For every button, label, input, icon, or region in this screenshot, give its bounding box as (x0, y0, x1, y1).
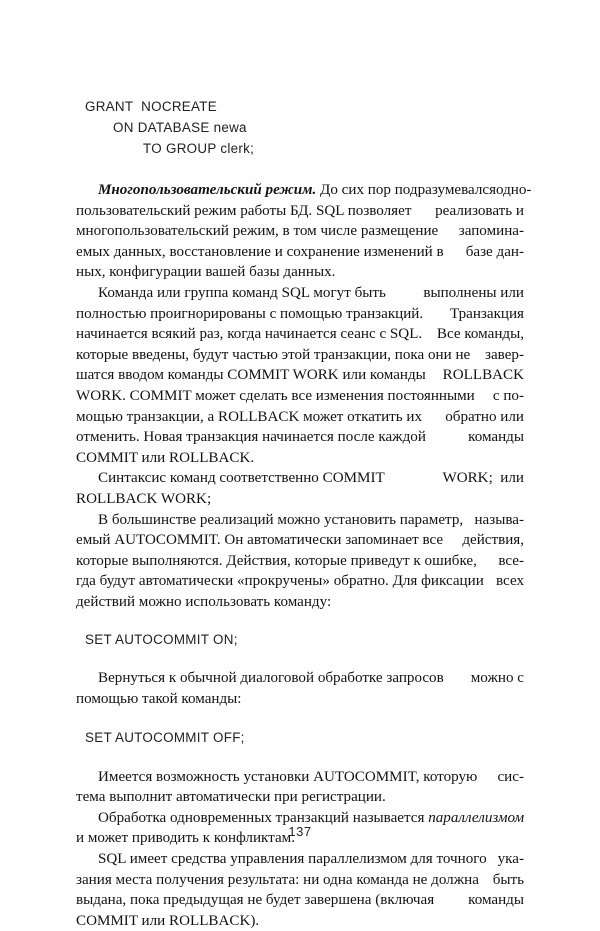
text-run-end: запомина- (458, 223, 524, 240)
text-run-end: ROLLBACK (442, 367, 524, 384)
text-line: действий можно использовать команду: (76, 593, 332, 610)
text-run-end: команды (468, 892, 524, 909)
text-line (76, 870, 524, 891)
text-line (76, 283, 524, 304)
text-line: ных, конфигурации вашей базы данных. (76, 264, 336, 281)
text-run: которые выполняются. Действия, которые приведут к ошибке, (76, 552, 477, 569)
top-margin-spacer (76, 0, 524, 96)
text-line (76, 180, 532, 201)
text-line: тема выполнит автоматически при регистрации. (76, 789, 386, 806)
text-run-end: все- (498, 552, 524, 569)
code-set-autocommit-off: SET AUTOCOMMIT OFF; (85, 729, 245, 745)
paragraph-return-to-dialog (76, 668, 524, 709)
text-run: зания места получения результата: ни одна команда не должна (76, 871, 479, 888)
text-run: SQL имеет средства управления параллелизмом для точного (98, 851, 487, 868)
text-run: начинается всякий раз, когда начинается сеанс с SQL. (76, 326, 423, 343)
text-line (76, 201, 524, 222)
text-line (76, 324, 524, 345)
text-line: помощью такой команды: (76, 691, 242, 708)
text-run-end: ука- (497, 851, 524, 868)
text-run-end: Все команды, (436, 326, 524, 343)
text-run-end: базе дан- (465, 243, 524, 260)
page-number: 137 (288, 824, 312, 839)
text-line: и может приводить к конфликтам. (76, 830, 295, 847)
paragraph-concurrency-control (76, 849, 524, 931)
code-line: ON DATABASE newa (113, 120, 247, 135)
text-run: гда будут автоматически «прокручены» обратно. Для фиксации (76, 573, 484, 590)
text-run: мощью транзакции, а ROLLBACK может откатить их (76, 408, 423, 425)
text-run: полностью проигнорированы с помощью транзакций. (76, 305, 424, 322)
text-run: Команда или группа команд SQL могут быть (98, 284, 386, 301)
text-run: выдана, пока предыдущая не будет завершена (включая (76, 892, 435, 909)
text-run-end: можно с (470, 670, 524, 687)
paragraph-autocommit-param (76, 510, 524, 613)
text-run: емых данных, восстановление и сохранение изменений в (76, 243, 444, 260)
paragraph-autocommit-registration (76, 767, 524, 808)
paragraph-syntax (76, 468, 524, 509)
italic-term: параллелизмом (428, 809, 525, 826)
text-run: Имеется возможность установки AUTOCOMMIT, которую (98, 768, 478, 785)
text-line (76, 221, 524, 242)
text-run-end: с по- (492, 387, 524, 404)
text-line (76, 386, 524, 407)
text-run-end: быть (492, 871, 524, 888)
text-run-end: действия, (462, 532, 524, 549)
paragraph-command-group (76, 283, 524, 468)
text-line (76, 365, 524, 386)
paragraph-multiuser-mode (76, 180, 532, 283)
text-run-end: всех (496, 573, 524, 590)
text-run: отменить. Новая транзакция начинается после каждой (76, 429, 426, 446)
code-set-autocommit-on: SET AUTOCOMMIT ON; (85, 632, 238, 648)
code-line: GRANT NOCREATE (85, 99, 217, 114)
text-run: емый AUTOCOMMIT. Он автоматически запоминает все (76, 532, 444, 549)
text-line (76, 849, 524, 870)
text-run: которые введены, будут частью этой транзакции, пока они не (76, 346, 471, 363)
text-run: пользовательский режим работы БД. SQL позволяет (76, 202, 412, 219)
text-run-end: обратно или (445, 408, 524, 425)
text-line (76, 551, 524, 572)
text-run-end: Транзакция (449, 305, 524, 322)
text-run-end: завер- (485, 346, 524, 363)
paragraph-spacer (76, 710, 524, 728)
text-line (76, 890, 524, 911)
text-line (76, 510, 524, 531)
paragraph-lead-in: Многопользовательский режим. (98, 182, 317, 198)
text-run: До сих пор подразумевался (316, 182, 497, 198)
paragraph-spacer (76, 748, 524, 767)
paragraph-spacer (76, 612, 524, 630)
text-run-end: одно- (496, 182, 532, 198)
text-line: COMMIT или ROLLBACK. (76, 449, 255, 466)
text-line (76, 242, 524, 263)
text-line (76, 767, 524, 788)
text-line (76, 427, 524, 448)
text-line (76, 304, 524, 325)
text-line (76, 407, 524, 428)
text-line (76, 530, 524, 551)
code-block-grant (76, 96, 524, 159)
text-line (76, 345, 524, 366)
page-content (76, 0, 532, 931)
code-line: TO GROUP clerk; (143, 141, 255, 156)
text-run-end: называ- (474, 511, 524, 528)
text-run-end: команды (468, 429, 524, 446)
text-line: ROLLBACK WORK; (76, 490, 212, 507)
text-run: В большинстве реализаций можно установить параметр, (98, 511, 464, 528)
text-line (76, 468, 524, 489)
text-line (76, 668, 524, 689)
text-line: COMMIT или ROLLBACK). (76, 912, 260, 929)
text-run: многопользовательский режим, в том числе размещение (76, 223, 439, 240)
text-run: Вернуться к обычной диалоговой обработке запросов (98, 670, 444, 687)
text-run-end: WORK; или (442, 470, 524, 487)
text-run: Обработка одновременных транзакций называется (98, 809, 429, 826)
text-run-end: сис- (497, 768, 524, 785)
text-run-end: реализовать и (435, 202, 524, 219)
text-run: Синтаксис команд соответственно COMMIT (98, 470, 385, 487)
text-line (76, 571, 524, 592)
text-run: шатся вводом команды COMMIT WORK или команды (76, 367, 426, 384)
text-run-end: выполнены или (423, 284, 524, 301)
text-run: WORK. COMMIT может сделать все изменения постоянными (76, 387, 475, 404)
paragraph-spacer (76, 159, 524, 180)
paragraph-spacer (76, 650, 524, 668)
